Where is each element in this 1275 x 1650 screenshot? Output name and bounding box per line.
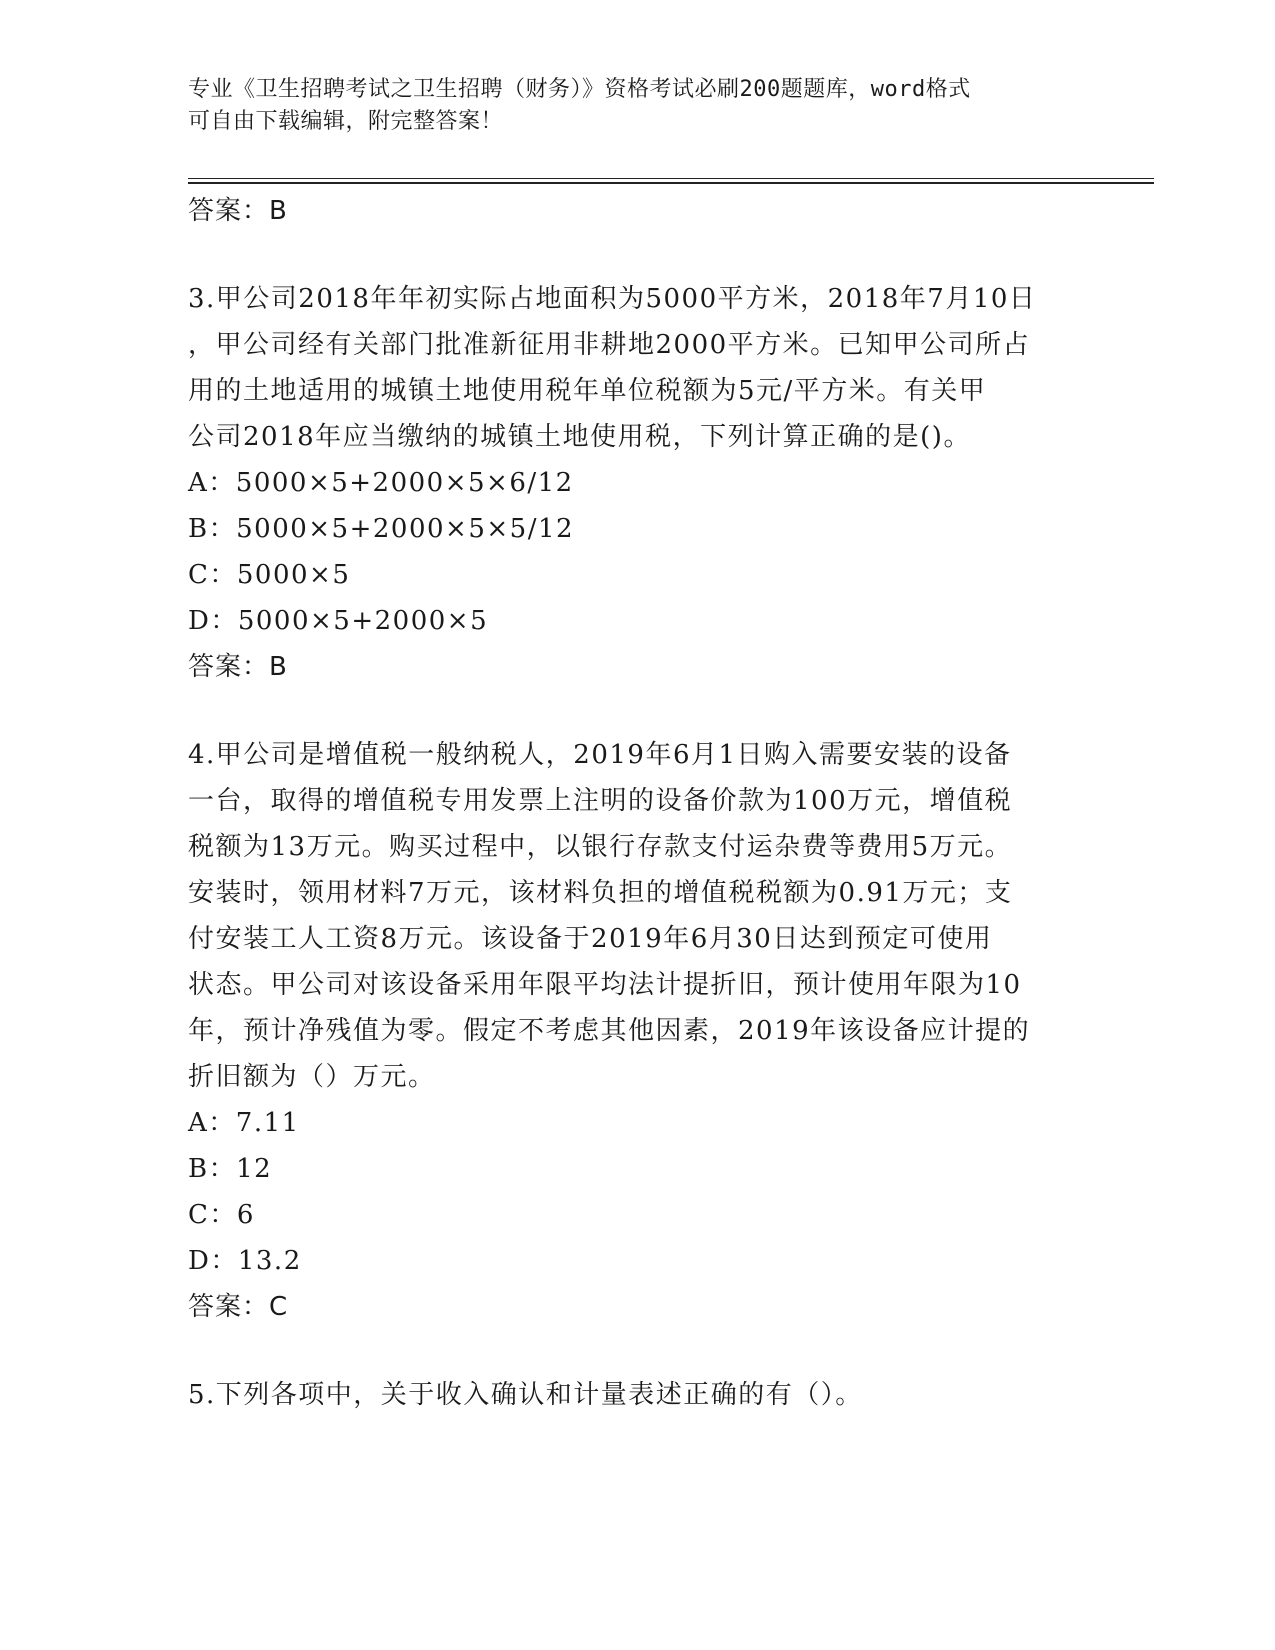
question-text-line: 3.甲公司2018年年初实际占地面积为5000平方米，2018年7月10日 xyxy=(188,284,1037,314)
question-text-line: 4.甲公司是增值税一般纳税人，2019年6月1日购入需要安装的设备 xyxy=(188,740,1012,770)
option-b: B：12 xyxy=(188,1154,273,1184)
option-c: C：5000×5 xyxy=(188,560,351,590)
question-text-line: 折旧额为（）万元。 xyxy=(188,1062,436,1092)
question-text-line: 状态。甲公司对该设备采用年限平均法计提折旧，预计使用年限为10 xyxy=(188,970,1022,1000)
question-text-line: 付安装工人工资8万元。该设备于2019年6月30日达到预定可使用 xyxy=(188,924,993,954)
question-5 xyxy=(188,1372,1088,1418)
question-text-line: ，甲公司经有关部门批准新征用非耕地2000平方米。已知甲公司所占 xyxy=(188,330,1031,360)
document-body xyxy=(188,188,1088,1418)
question-text-line: 年，预计净残值为零。假定不考虑其他因素，2019年该设备应计提的 xyxy=(188,1016,1031,1046)
header-rule-thin xyxy=(188,178,1154,179)
option-a: A：7.11 xyxy=(188,1108,300,1138)
option-d: D：13.2 xyxy=(188,1246,302,1276)
question-text-line: 一台，取得的增值税专用发票上注明的设备价款为100万元，增值税 xyxy=(188,786,1013,816)
document-header xyxy=(188,74,1068,138)
question-3 xyxy=(188,276,1088,460)
question-text-line: 税额为13万元。购买过程中，以银行存款支付运杂费等费用5万元。 xyxy=(188,832,1013,862)
question-4 xyxy=(188,732,1088,1100)
header-rule-thick xyxy=(188,182,1154,184)
question-text-line: 用的土地适用的城镇土地使用税年单位税额为5元/平方米。有关甲 xyxy=(188,376,987,406)
option-a: A：5000×5+2000×5×6/12 xyxy=(188,468,574,498)
question-text-line: 公司2018年应当缴纳的城镇土地使用税，下列计算正确的是()。 xyxy=(188,422,971,452)
option-d: D：5000×5+2000×5 xyxy=(188,606,489,636)
question-text-line: 安装时，领用材料7万元，该材料负担的增值税税额为0.91万元；支 xyxy=(188,878,1013,908)
answer-label: 答案：B xyxy=(188,652,288,682)
question-text-line: 5.下列各项中，关于收入确认和计量表述正确的有（）。 xyxy=(188,1380,863,1410)
header-line-1: 专业《卫生招聘考试之卫生招聘（财务）》资格考试必刷200题题库，word格式 xyxy=(188,77,971,102)
answer-label: 答案：B xyxy=(188,196,288,226)
answer-label: 答案：C xyxy=(188,1292,289,1322)
option-c: C：6 xyxy=(188,1200,255,1230)
option-b: B：5000×5+2000×5×5/12 xyxy=(188,514,575,544)
header-line-2: 可自由下载编辑，附完整答案！ xyxy=(188,109,504,134)
